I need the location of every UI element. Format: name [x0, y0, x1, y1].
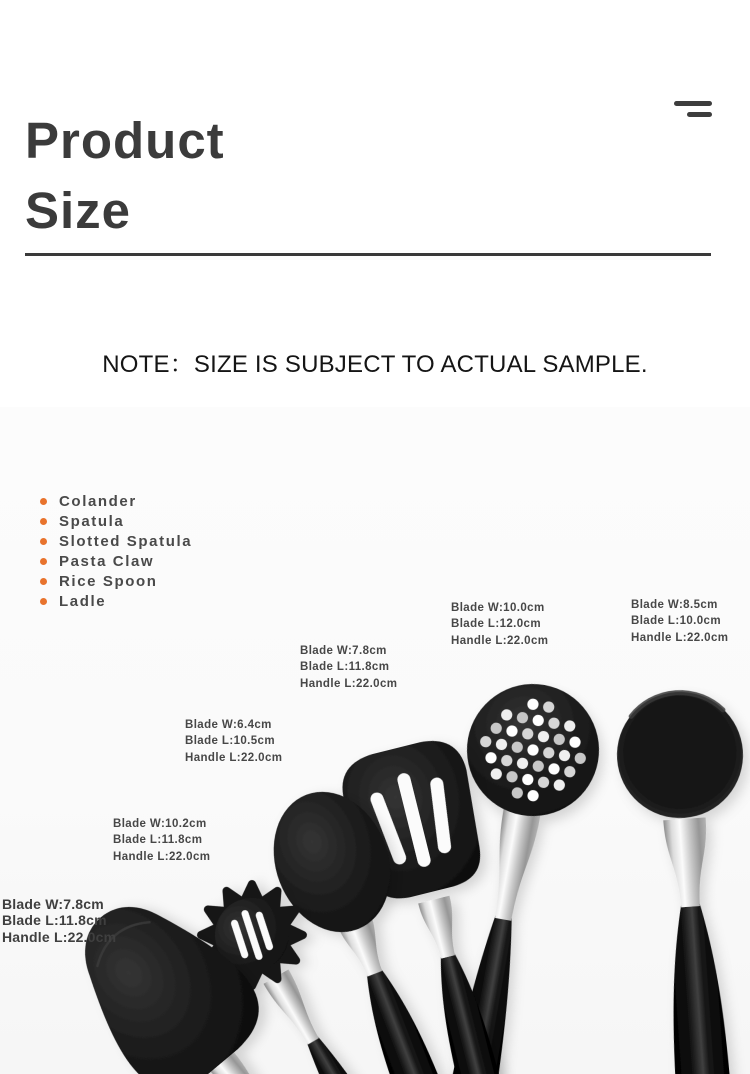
list-label: Colander [59, 492, 137, 510]
list-item-rice-spoon [40, 571, 192, 591]
page-title [25, 106, 225, 246]
ladle-bowl [613, 688, 747, 822]
annotation-line: Blade W:10.0cm [451, 602, 545, 614]
size-annotation-slotted-spatula [300, 643, 397, 692]
annotation-line: Blade W:10.2cm [113, 818, 207, 830]
annotation-line: Blade L:12.0cm [451, 618, 541, 631]
menu-icon-bar-bottom [687, 112, 712, 117]
annotation-line: Blade L:11.8cm [300, 661, 390, 674]
product-photo [0, 407, 750, 1074]
bullet-icon [40, 498, 47, 505]
annotation-line: Handle L:22.0cm [451, 634, 549, 647]
annotation-line: Blade W:7.8cm [2, 896, 104, 912]
list-label: Ladle [59, 592, 107, 610]
list-item-slotted-spatula [40, 531, 192, 551]
note-label: NOTE： [102, 351, 194, 378]
product-list [40, 491, 192, 611]
note-text [0, 344, 750, 379]
annotation-line: Blade W:7.8cm [300, 645, 387, 657]
list-item-spatula [40, 511, 192, 531]
bullet-icon [40, 598, 47, 605]
annotation-line: Blade W:8.5cm [631, 599, 718, 611]
size-annotation-rice-spoon [113, 816, 210, 865]
list-label: Slotted Spatula [59, 532, 193, 550]
note-body: SIZE IS SUBJECT TO ACTUAL SAMPLE. [193, 351, 648, 378]
menu-icon-bar-top [674, 101, 712, 106]
page-title-line1: Product [25, 112, 225, 170]
annotation-line: Blade L:10.5cm [185, 735, 275, 748]
annotation-line: Handle L:22.0cm [2, 928, 117, 945]
divider [25, 253, 711, 256]
annotation-line: Blade W:6.4cm [185, 719, 272, 731]
annotation-line: Blade L:11.8cm [113, 834, 203, 847]
list-label: Pasta Claw [59, 552, 155, 570]
size-annotation-ladle [631, 597, 728, 646]
menu-icon[interactable] [674, 101, 712, 117]
list-item-ladle [40, 591, 192, 611]
annotation-line: Blade L:10.0cm [631, 615, 721, 628]
page-title-line2: Size [25, 182, 132, 240]
utensil-ladle [613, 688, 750, 1074]
size-annotation-colander [451, 600, 548, 649]
size-annotation-pasta-claw [185, 717, 282, 766]
size-annotation-spatula [2, 896, 116, 945]
list-item-colander [40, 491, 192, 511]
bullet-icon [40, 538, 47, 545]
annotation-line: Handle L:22.0cm [185, 751, 283, 764]
annotation-line: Handle L:22.0cm [631, 631, 729, 644]
annotation-line: Blade L:11.8cm [2, 912, 107, 929]
list-label: Rice Spoon [59, 572, 158, 590]
bullet-icon [40, 518, 47, 525]
list-item-pasta-claw [40, 551, 192, 571]
annotation-line: Handle L:22.0cm [113, 850, 211, 863]
bullet-icon [40, 578, 47, 585]
list-label: Spatula [59, 512, 125, 530]
annotation-line: Handle L:22.0cm [300, 677, 398, 690]
bullet-icon [40, 558, 47, 565]
